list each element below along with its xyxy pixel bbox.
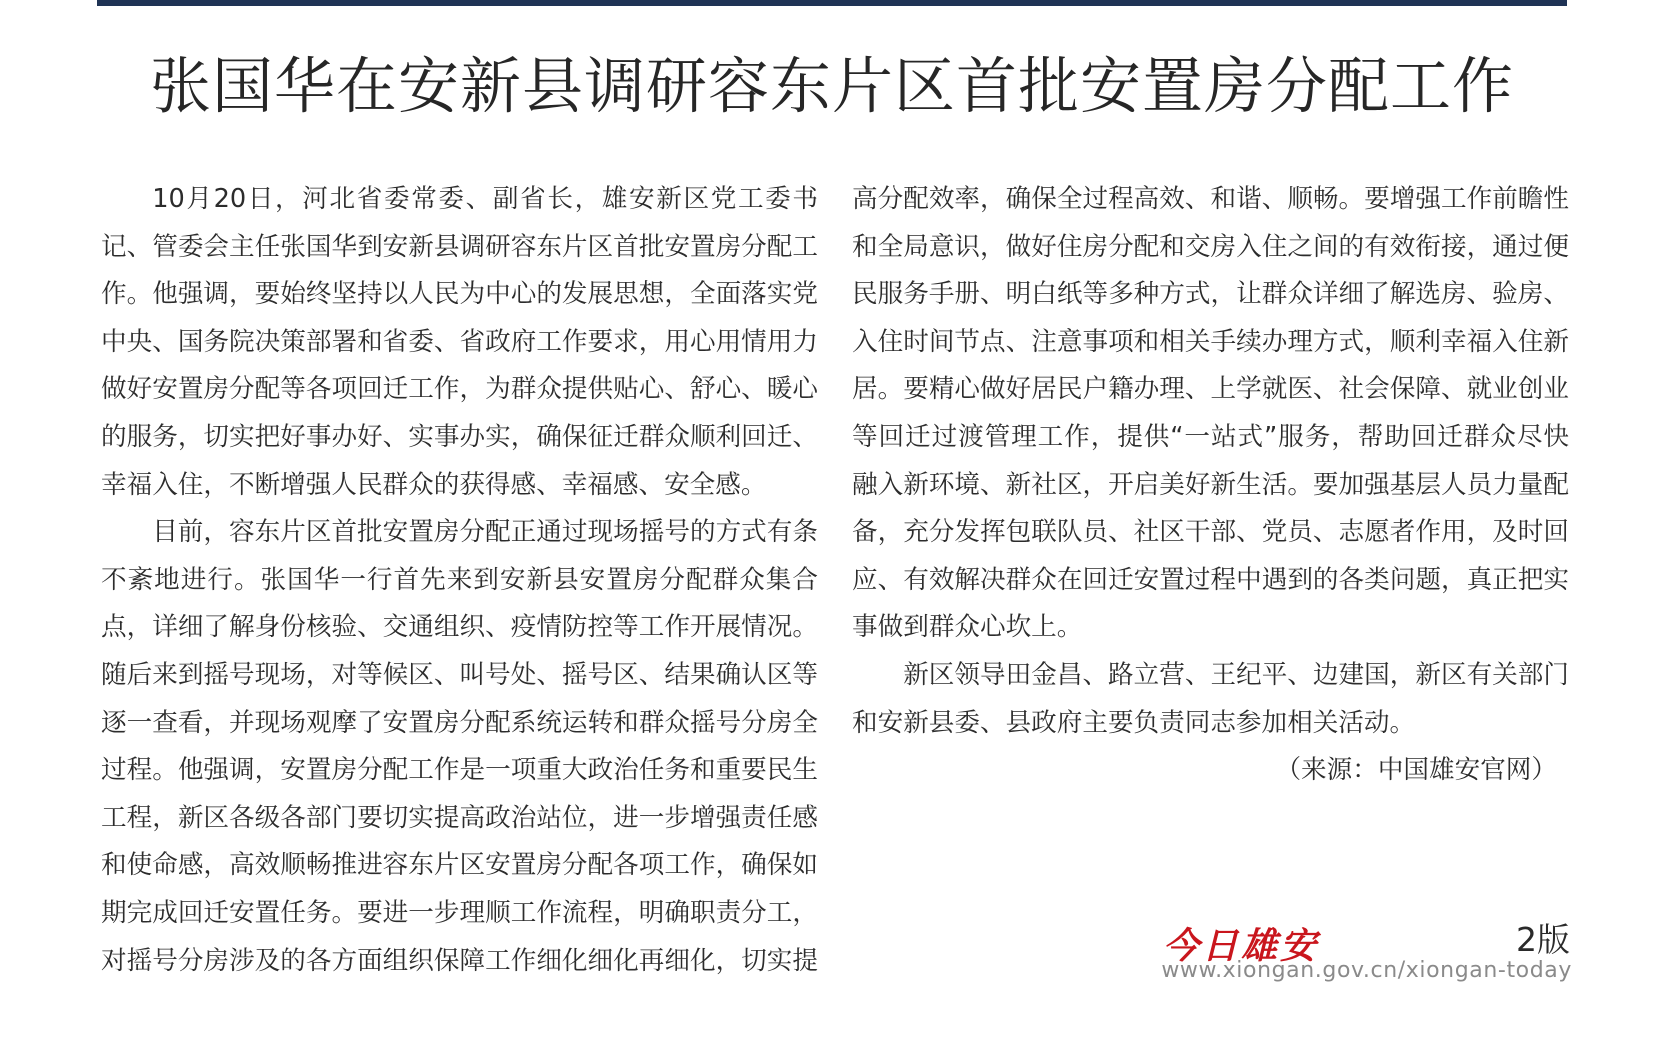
article-body: [101, 176, 1569, 1006]
paragraph-1: 10月20日，河北省委常委、副省长，雄安新区党工委书记、管委会主任张国华到安新县调研容东片区首批安置房分配工作。他强调，要始终坚持以人民为中心的发展思想，全面落实党中央、国务院决策部署和省委、省政府工作要求，用心用情用力做好安置房分配等各项回迁工作，为群众提供贴心、舒心、暖心的服务，切实把好事办好、实事办实，确保征迁群众顺利回迁、幸福入住，不断增强人民群众的获得感、幸福感、安全感。: [101, 184, 818, 500]
top-rule: [97, 0, 1567, 6]
masthead-logo: 今日雄安: [1163, 925, 1320, 967]
paragraph-3: 新区领导田金昌、路立营、王纪平、边建国，新区有关部门和安新县委、县政府主要负责同志参加相关活动。: [852, 659, 1569, 738]
page-number: 2版: [1516, 920, 1570, 959]
paragraph-2: 目前，容东片区首批安置房分配正通过现场摇号的方式有条不紊地进行。张国华一行首先来到安新县安置房分配群众集合点，详细了解身份核验、交通组织、疫情防控等工作开展情况。随后来到摇号现场，对等候区、叫号处、摇号区、结果确认区等逐一查看，并现场观摩了安置房分配系统运转和群众摇号分房全过程。他强调，安置房分配工作是一项重大政治任务和重要民生工程，新区各级各部门要切实提高政治站位，进一步增强责任感和使命感，高效顺畅推进容东片区安置房分配各项工作，确保如期完成回迁安置任务。要进一步理顺工作流程，明确职责分工，对摇号分房涉及的各方面组织保障工作细化细化再细化，切实提高分配效率，确保全过程高效、和谐、顺畅。要增强工作前瞻性和全局意识，做好住房分配和交房入住之间的有效衔接，通过便民服务手册、明白纸等多种方式，让群众详细了解选房、验房、入住时间节点、注意事项和相关手续办理方式，顺利幸福入住新居。要精心做好居民户籍办理、上学就医、社会保障、就业创业等回迁过渡管理工作，提供“一站式”服务，帮助回迁群众尽快融入新环境、新社区，开启美好新生活。要加强基层人员力量配备，充分发挥包联队员、社区干部、党员、志愿者作用，及时回应、有效解决群众在回迁安置过程中遇到的各类问题，真正把实事做到群众心坎上。: [101, 184, 1569, 976]
source-credit: （来源：中国雄安官网）: [1275, 755, 1557, 786]
headline: 张国华在安新县调研容东片区首批安置房分配工作: [149, 51, 1514, 122]
website-url: www.xiongan.gov.cn/xiongan-today: [1161, 958, 1572, 983]
